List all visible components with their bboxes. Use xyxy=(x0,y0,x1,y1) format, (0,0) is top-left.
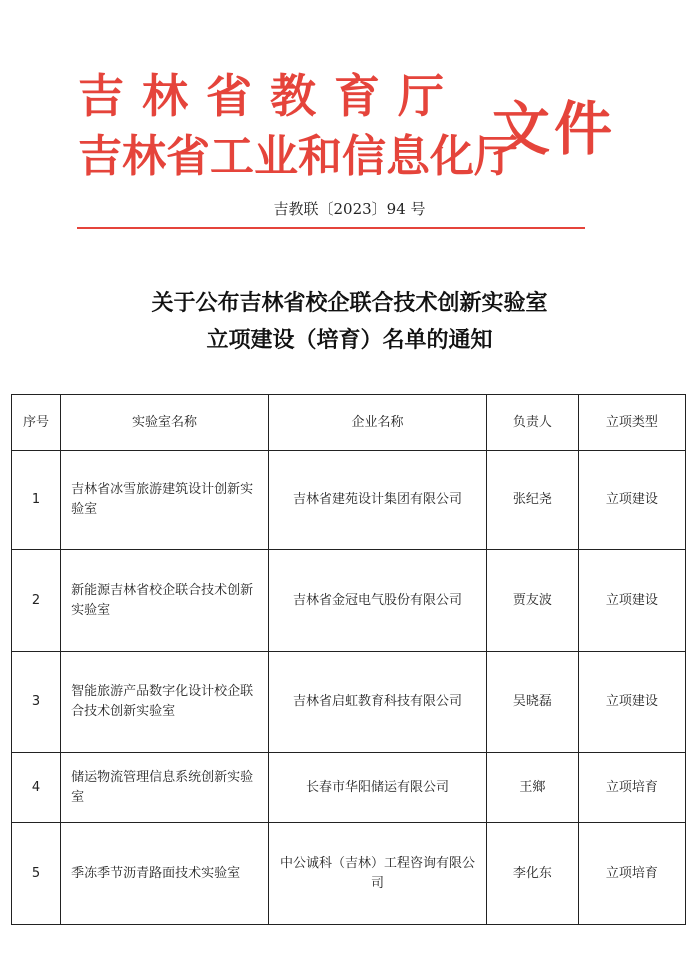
row-enterprise: 吉林省建苑设计集团有限公司 xyxy=(268,451,486,550)
notice-title-line2: 立项建设（培育）名单的通知 xyxy=(206,327,493,353)
row-no: 4 xyxy=(12,753,61,823)
row-enterprise: 中公诚科（吉林）工程咨询有限公司 xyxy=(268,823,486,925)
issuing-agency-education: 吉林省教育厅 xyxy=(78,69,462,123)
header-leader: 负责人 xyxy=(486,395,578,451)
row-leader: 吴晓磊 xyxy=(486,652,578,753)
document-number: 吉教联〔2023〕94 号 xyxy=(273,200,426,218)
header-type: 立项类型 xyxy=(578,395,685,451)
row-no: 2 xyxy=(12,550,61,652)
row-leader: 李化东 xyxy=(486,823,578,925)
row-type: 立项建设 xyxy=(578,451,685,550)
row-leader: 王鄉 xyxy=(486,753,578,823)
table-row xyxy=(12,652,686,753)
table-header-row xyxy=(12,395,686,451)
table-row xyxy=(12,753,686,823)
document-header xyxy=(0,0,699,240)
row-type: 立项培育 xyxy=(578,753,685,823)
row-type: 立项建设 xyxy=(578,550,685,652)
row-leader: 张纪尧 xyxy=(486,451,578,550)
notice-title-line1: 关于公布吉林省校企联合技术创新实验室 xyxy=(151,290,548,316)
row-no: 3 xyxy=(12,652,61,753)
red-divider xyxy=(77,227,585,229)
row-enterprise: 长春市华阳储运有限公司 xyxy=(268,753,486,823)
row-no: 1 xyxy=(12,451,61,550)
row-enterprise: 吉林省金冠电气股份有限公司 xyxy=(268,550,486,652)
row-type: 立项培育 xyxy=(578,823,685,925)
row-lab-name: 新能源吉林省校企联合技术创新实验室 xyxy=(61,550,269,652)
row-lab-name: 季冻季节沥青路面技术实验室 xyxy=(61,823,269,925)
row-type: 立项建设 xyxy=(578,652,685,753)
header-no: 序号 xyxy=(12,395,61,451)
table-row xyxy=(12,550,686,652)
row-lab-name: 吉林省冰雪旅游建筑设计创新实验室 xyxy=(61,451,269,550)
row-lab-name: 智能旅游产品数字化设计校企联合技术创新实验室 xyxy=(61,652,269,753)
row-enterprise: 吉林省启虹教育科技有限公司 xyxy=(268,652,486,753)
table-row xyxy=(12,823,686,925)
row-lab-name: 储运物流管理信息系统创新实验室 xyxy=(61,753,269,823)
lab-list-table xyxy=(11,394,686,925)
table-row xyxy=(12,451,686,550)
issuing-agency-industry: 吉林省工业和信息化厅 xyxy=(78,131,518,182)
header-enterprise: 企业名称 xyxy=(268,395,486,451)
row-no: 5 xyxy=(12,823,61,925)
header-lab-name: 实验室名称 xyxy=(61,395,269,451)
document-label: 文件 xyxy=(492,95,617,163)
row-leader: 贾友波 xyxy=(486,550,578,652)
